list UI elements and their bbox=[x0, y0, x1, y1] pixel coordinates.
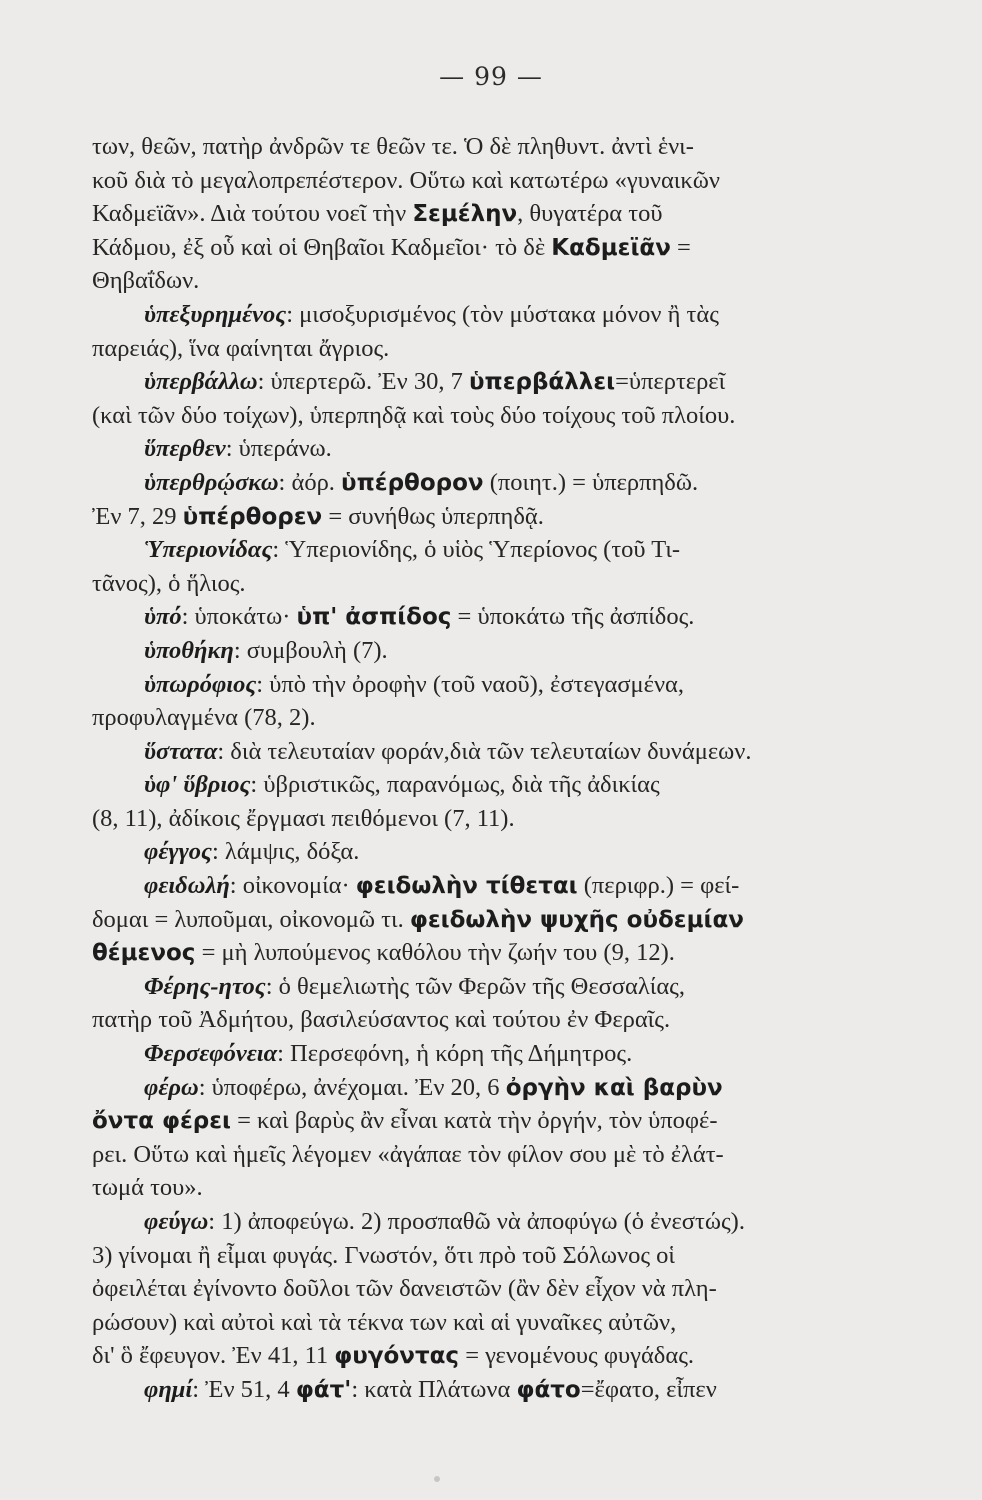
text-line bbox=[92, 197, 837, 231]
quoted-phrase: φάτο bbox=[516, 1376, 581, 1403]
lemma-headword: ὑπερθρῴσκω bbox=[144, 468, 279, 496]
gloss-text: τωμά του». bbox=[92, 1174, 203, 1202]
text-line bbox=[92, 1138, 837, 1172]
gloss-text: δι' ὃ ἔφευγον. Ἐν 41, 11 bbox=[92, 1342, 335, 1370]
text-line bbox=[92, 1306, 837, 1340]
gloss-text: : ὑπὸ τὴν ὀροφὴν (τοῦ ναοῦ), ἐστεγασμένα, bbox=[256, 670, 685, 698]
glossary-text bbox=[92, 130, 837, 1407]
text-line bbox=[92, 1104, 837, 1138]
text-line bbox=[92, 164, 837, 198]
paper-speck bbox=[434, 1476, 440, 1482]
lemma-headword: ὑπεξυρημένος bbox=[144, 300, 287, 328]
lemma-headword: Φερσεφόνεια bbox=[144, 1040, 278, 1068]
quoted-phrase: φάτ' bbox=[295, 1376, 352, 1403]
gloss-text: 3) γίνομαι ἢ εἶμαι φυγάς. Γνωστόν, ὅτι πρὸ τοῦ Σόλωνος οἱ bbox=[92, 1241, 675, 1269]
gloss-text: : Ὑπεριονίδης, ὁ υἱὸς Ὑπερίονος (τοῦ Τι- bbox=[272, 536, 681, 564]
text-line bbox=[92, 1037, 837, 1071]
text-line bbox=[92, 768, 837, 802]
quoted-phrase: ὑπ' ἀσπίδος bbox=[296, 604, 452, 631]
lemma-headword: Φέρης-ητος bbox=[144, 972, 266, 1000]
gloss-text: ρώσουν) καὶ αὐτοὶ καὶ τὰ τέκνα των καὶ αἱ γυναῖκες αὐτῶν, bbox=[92, 1308, 677, 1336]
text-line bbox=[92, 399, 837, 433]
lemma-headword: Ὑπεριονίδας bbox=[144, 536, 273, 564]
lemma-headword: ὕπερθεν bbox=[144, 435, 226, 463]
gloss-text: : ὑπεράνω. bbox=[225, 435, 332, 463]
gloss-text: πατὴρ τοῦ Ἀδμήτου, βασιλεύσαντος καὶ τούτου ἐν Φεραῖς. bbox=[92, 1006, 671, 1034]
lemma-headword: φέρω bbox=[144, 1073, 199, 1101]
gloss-text: : διὰ τελευταίαν φοράν,διὰ τῶν τελευταίων δυνάμεων. bbox=[217, 737, 752, 765]
gloss-text: δομαι = λυποῦμαι, οἰκονομῶ τι. bbox=[92, 905, 410, 933]
gloss-text: Θηβαΐδων. bbox=[92, 267, 200, 295]
gloss-text: : ἀόρ. bbox=[278, 468, 342, 496]
lemma-headword: ὑπωρόφιος bbox=[144, 670, 257, 698]
lemma-headword: ὑπό bbox=[144, 603, 182, 631]
text-line bbox=[92, 835, 837, 869]
text-line bbox=[92, 1071, 837, 1105]
quoted-phrase: φειδωλὴν ψυχῆς οὐδεμίαν bbox=[409, 906, 744, 933]
text-line bbox=[92, 500, 837, 534]
quoted-phrase: ὄντα φέρει bbox=[92, 1108, 231, 1135]
quoted-phrase: Σεμέλην bbox=[412, 201, 518, 228]
text-line bbox=[92, 634, 837, 668]
text-line bbox=[92, 298, 837, 332]
text-line bbox=[92, 1272, 837, 1306]
gloss-text: = γενομένους φυγάδας. bbox=[459, 1342, 695, 1370]
lemma-headword: ὕστατα bbox=[144, 737, 218, 765]
gloss-text: : Περσεφόνη, ἡ κόρη τῆς Δήμητρος. bbox=[277, 1040, 633, 1068]
gloss-text: : ὑποφέρω, ἀνέχομαι. Ἐν 20, 6 bbox=[198, 1073, 506, 1101]
gloss-text: Ἐν 7, 29 bbox=[92, 502, 183, 530]
text-line bbox=[92, 869, 837, 903]
text-line bbox=[92, 567, 837, 601]
gloss-text: προφυλαγμένα (78, 2). bbox=[92, 704, 316, 732]
text-line bbox=[92, 735, 837, 769]
gloss-text: : ὑβριστικῶς, παρανόμως, διὰ τῆς ἀδικίας bbox=[250, 771, 660, 799]
quoted-phrase: ὀργὴν καὶ βαρὺν bbox=[505, 1074, 723, 1101]
text-line bbox=[92, 533, 837, 567]
text-line bbox=[92, 1003, 837, 1037]
text-line bbox=[92, 466, 837, 500]
gloss-text: τᾶνος), ὁ ἥλιος. bbox=[92, 569, 246, 597]
text-line bbox=[92, 264, 837, 298]
gloss-text: : ὑπερτερῶ. Ἐν 30, 7 bbox=[257, 368, 469, 396]
gloss-text: = ὑποκάτω τῆς ἀσπίδος. bbox=[451, 603, 695, 631]
text-line bbox=[92, 668, 837, 702]
gloss-text: : 1) ἀποφεύγω. 2) προσπαθῶ νὰ ἀποφύγω (ὁ ἐνεστώς). bbox=[208, 1208, 745, 1235]
quoted-phrase: φειδωλὴν τίθεται bbox=[355, 873, 578, 900]
lemma-headword: φέγγος bbox=[144, 838, 212, 866]
gloss-text: : κατὰ Πλάτωνα bbox=[351, 1375, 517, 1403]
gloss-text: (περιφρ.) = φεί- bbox=[577, 872, 740, 900]
quoted-phrase: ὑπέρθορεν bbox=[182, 503, 323, 530]
gloss-text: , θυγατέρα τοῦ bbox=[517, 200, 663, 228]
text-line bbox=[92, 1205, 837, 1239]
gloss-text: : οἰκονομία· bbox=[229, 872, 356, 900]
text-line bbox=[92, 1239, 837, 1273]
text-line bbox=[92, 332, 837, 366]
quoted-phrase: ὑπερβάλλει bbox=[468, 369, 616, 396]
gloss-text: = συνήθως ὑπερπηδᾷ. bbox=[322, 502, 544, 530]
gloss-text: = μὴ λυπούμενος καθόλου τὴν ζωήν του (9, 12). bbox=[195, 939, 675, 967]
gloss-text: παρειάς), ἵνα φαίνηται ἄγριος. bbox=[92, 334, 390, 362]
text-line bbox=[92, 432, 837, 466]
gloss-text: κοῦ διὰ τὸ μεγαλοπρεπέστερον. Οὕτω καὶ κατωτέρω «γυναικῶν bbox=[92, 166, 720, 194]
text-line bbox=[92, 1171, 837, 1205]
text-line bbox=[92, 600, 837, 634]
gloss-text: (καὶ τῶν δύο τοίχων), ὑπερπηδᾷ καὶ τοὺς δύο τοίχους τοῦ πλοίου. bbox=[92, 401, 736, 429]
gloss-text: ὀφειλέται ἐγίνοντο δοῦλοι τῶν δανειστῶν (ἂν δὲν εἶχον νὰ πλη- bbox=[92, 1275, 717, 1303]
page-number: — 99 — bbox=[439, 62, 543, 91]
text-line bbox=[92, 970, 837, 1004]
gloss-text: (8, 11), ἀδίκοις ἔργμασι πειθόμενοι (7, 11). bbox=[92, 804, 515, 832]
quoted-phrase: φυγόντας bbox=[334, 1343, 460, 1370]
gloss-text: (ποιητ.) = ὑπερπηδῶ. bbox=[483, 468, 699, 496]
gloss-text: : λάμψις, δόξα. bbox=[211, 838, 360, 866]
gloss-text: : ὁ θεμελιωτὴς τῶν Φερῶν τῆς Θεσσαλίας, bbox=[265, 972, 685, 1000]
text-line bbox=[92, 130, 837, 164]
quoted-phrase: Καδμεϊᾶν bbox=[551, 234, 671, 261]
gloss-text: : συμβουλὴ (7). bbox=[233, 636, 388, 664]
lemma-headword: φεύγω bbox=[144, 1208, 209, 1235]
text-line bbox=[92, 802, 837, 836]
gloss-text: των, θεῶν, πατὴρ ἀνδρῶν τε θεῶν τε. Ὁ δὲ πληθυντ. ἀντὶ ἑνι- bbox=[92, 133, 694, 160]
text-line bbox=[92, 1373, 837, 1407]
gloss-text: ρει. Οὕτω καὶ ἡμεῖς λέγομεν «ἀγάπαε τὸν φίλον σου μὲ τὸ ἐλάτ- bbox=[92, 1140, 724, 1168]
text-line bbox=[92, 231, 837, 265]
gloss-text: : μισοξυρισμένος (τὸν μύστακα μόνον ἢ τὰς bbox=[286, 300, 719, 328]
text-line bbox=[92, 1339, 837, 1373]
text-line bbox=[92, 701, 837, 735]
lemma-headword: ὑφ' ὕβριος bbox=[144, 771, 251, 799]
quoted-phrase: ὑπέρθορον bbox=[341, 469, 484, 496]
text-line bbox=[92, 903, 837, 937]
quoted-phrase: θέμενος bbox=[92, 940, 196, 967]
text-line bbox=[92, 936, 837, 970]
lemma-headword: φειδωλή bbox=[144, 872, 230, 900]
lemma-headword: ὑπερβάλλω bbox=[144, 368, 258, 396]
gloss-text: = bbox=[670, 233, 691, 261]
gloss-text: : ὑποκάτω· bbox=[181, 603, 297, 631]
lemma-headword: ὑποθήκη bbox=[144, 636, 234, 664]
text-line bbox=[92, 365, 837, 399]
gloss-text: Καδμεϊᾶν». Διὰ τούτου νοεῖ τὴν bbox=[92, 200, 413, 228]
gloss-text: : Ἐν 51, 4 bbox=[192, 1375, 296, 1403]
gloss-text: =ἔφατο, εἶπεν bbox=[580, 1375, 717, 1403]
gloss-text: =ὑπερτερεῖ bbox=[615, 368, 726, 396]
lemma-headword: φημί bbox=[144, 1375, 193, 1403]
gloss-text: Κάδμου, ἐξ οὗ καὶ οἱ Θηβαῖοι Καδμεῖοι· τὸ δὲ bbox=[92, 233, 552, 261]
gloss-text: = καὶ βαρὺς ἂν εἶναι κατὰ τὴν ὀργήν, τὸν ὑποφέ- bbox=[230, 1107, 718, 1135]
